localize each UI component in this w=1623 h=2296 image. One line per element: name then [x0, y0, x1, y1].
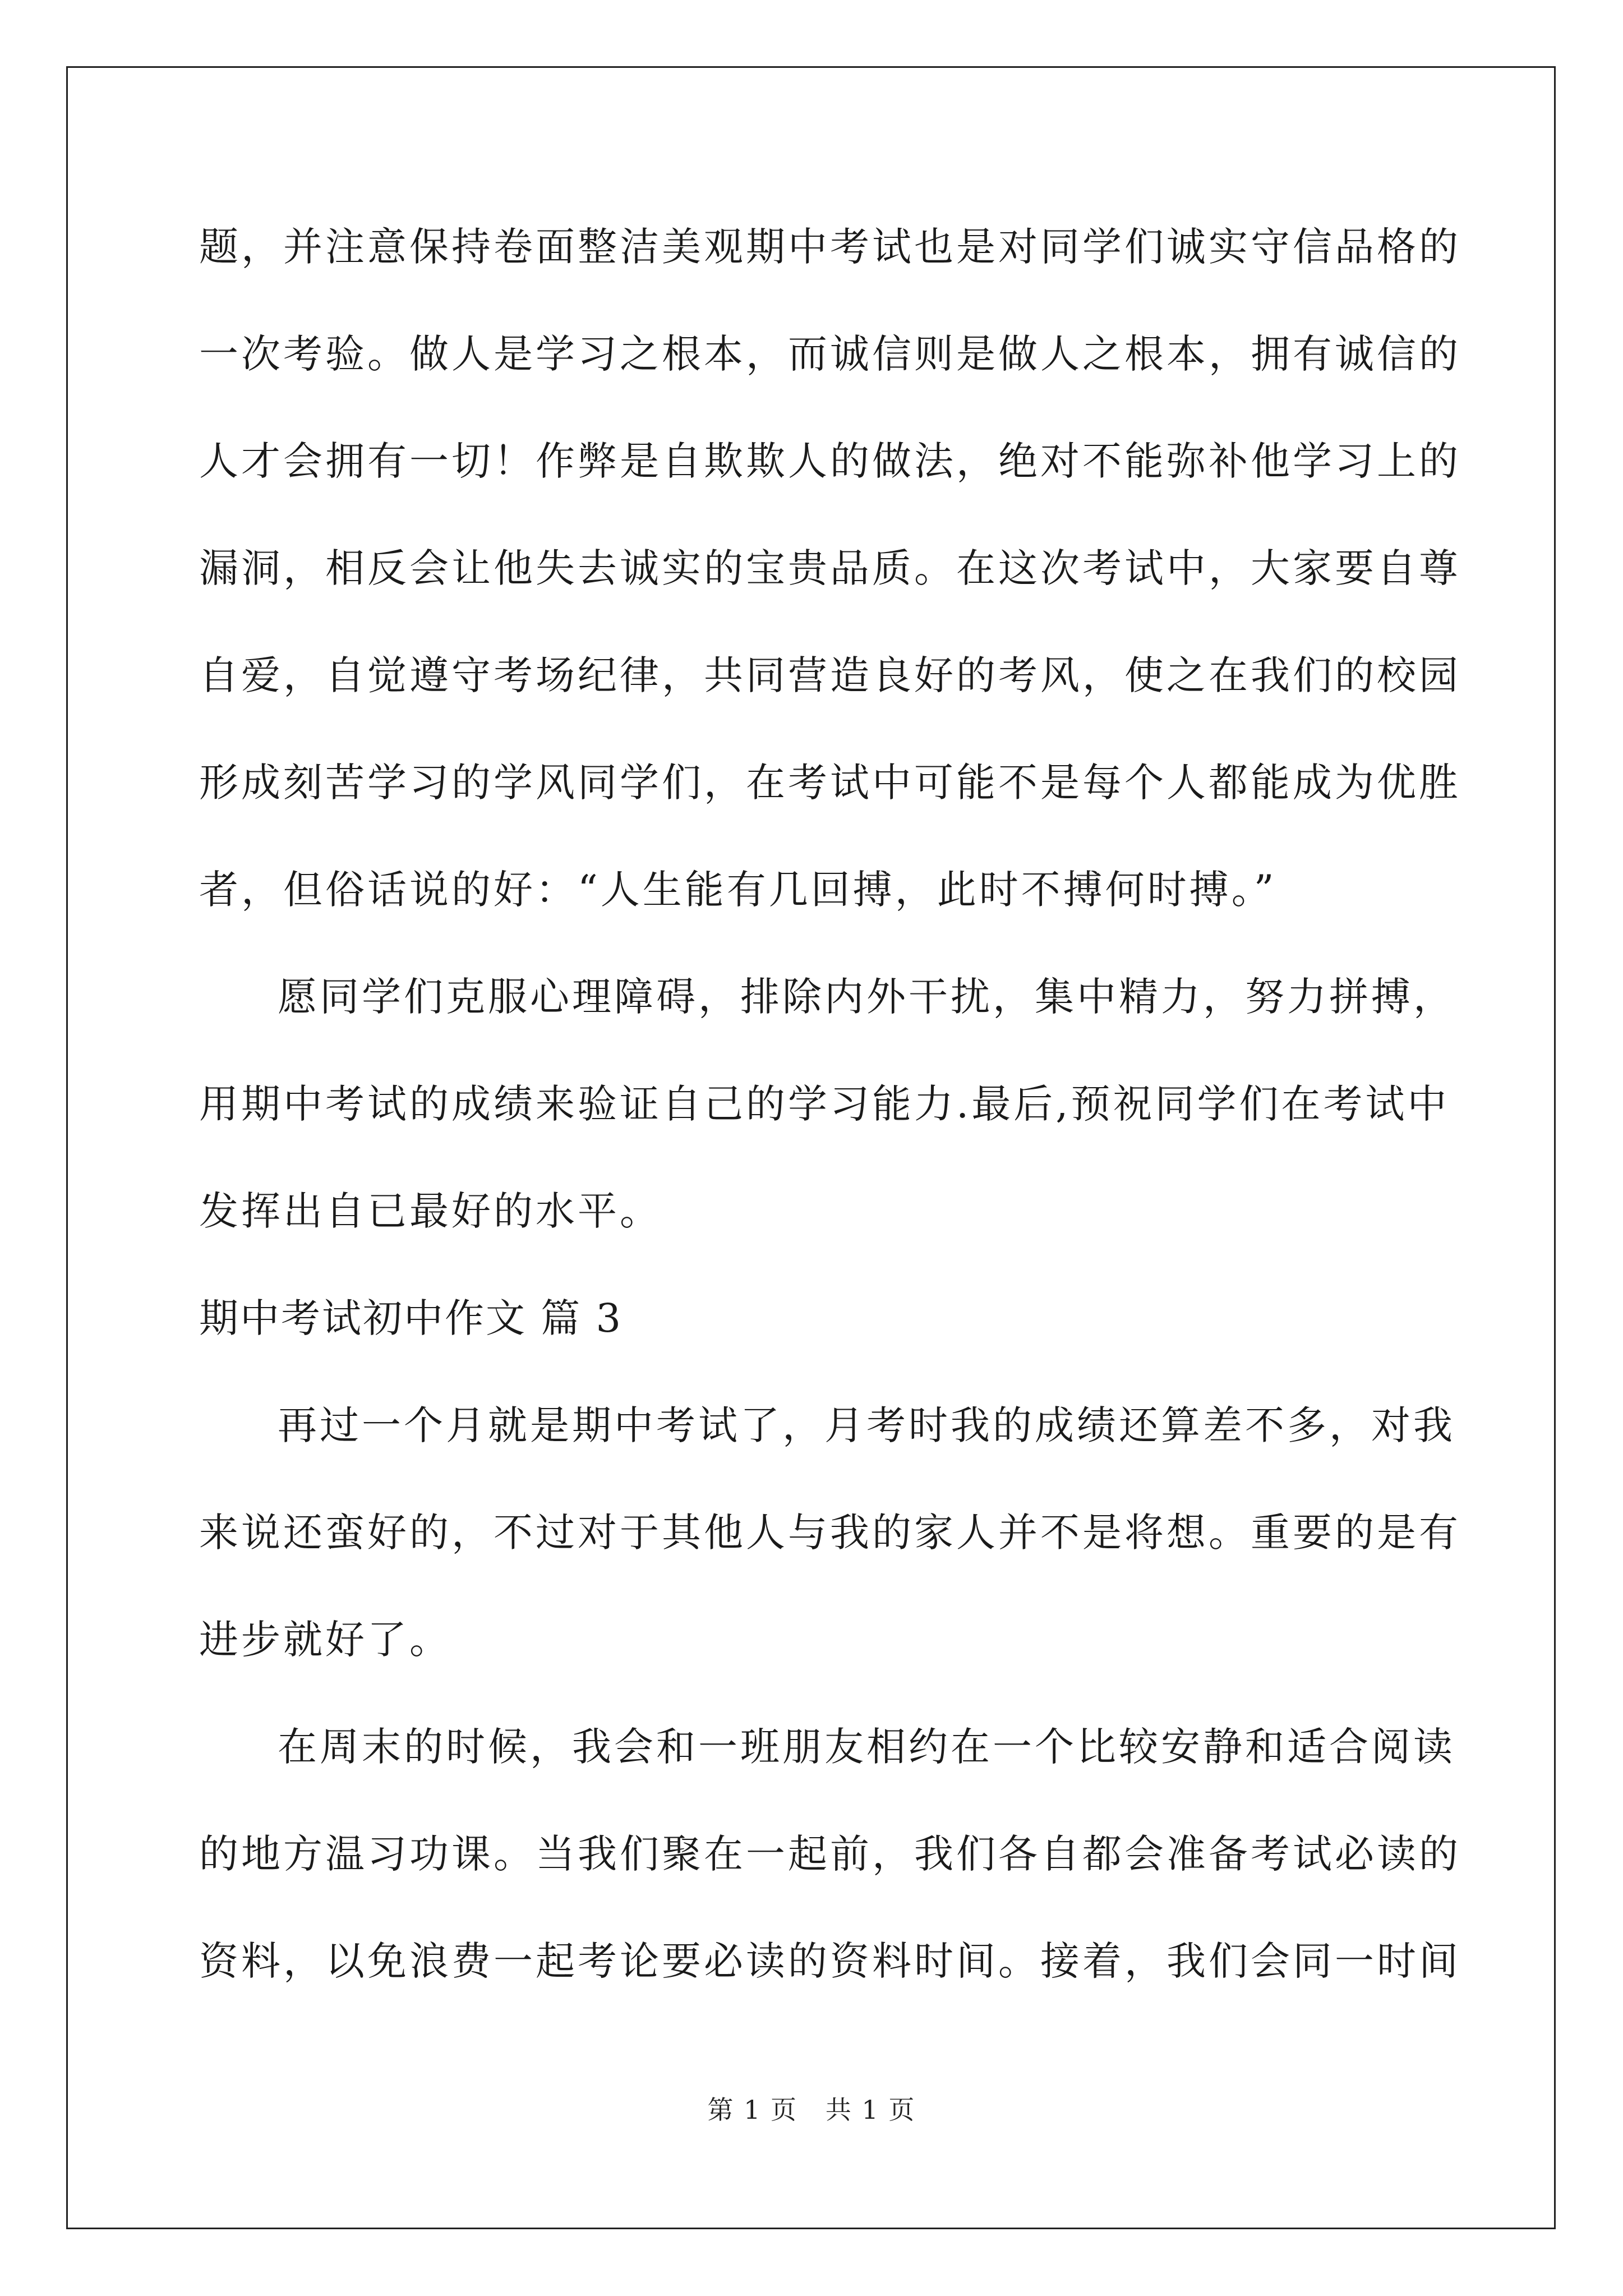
text-line: 漏洞，相反会让他失去诚实的宝贵品质。在这次考试中，大家要自尊 [199, 545, 1461, 591]
page-footer: 第 1 页 共 1 页 [707, 2095, 916, 2125]
text-line: 来说还蛮好的，不过对于其他人与我的家人并不是将想。重要的是有 [199, 1510, 1461, 1556]
text-line: 的地方温习功课。当我们聚在一起前，我们各自都会准备考试必读的 [199, 1831, 1461, 1877]
text-line: 人才会拥有一切！作弊是自欺欺人的做法，绝对不能弥补他学习上的 [199, 438, 1461, 484]
text-line: 一次考验。做人是学习之根本，而诚信则是做人之根本，拥有诚信的 [199, 331, 1461, 377]
section-heading: 期中考试初中作文 篇 3 [199, 1295, 623, 1341]
text-line: 形成刻苦学习的学风同学们，在考试中可能不是每个人都能成为优胜 [199, 760, 1461, 806]
paragraph-first-line: 在周末的时候，我会和一班朋友相约在一个比较安静和适合阅读 [278, 1724, 1455, 1770]
paragraph-first-line: 愿同学们克服心理障碍，排除内外干扰，集中精力，努力拼搏， [278, 974, 1455, 1020]
text-line: 发挥出自已最好的水平。 [199, 1188, 662, 1234]
paragraph-first-line: 再过一个月就是期中考试了，月考时我的成绩还算差不多，对我 [278, 1402, 1455, 1448]
text-line: 题，并注意保持卷面整洁美观期中考试也是对同学们诚实守信品格的 [199, 224, 1461, 270]
text-line: 资料，以免浪费一起考论要必读的资料时间。接着，我们会同一时间 [199, 1938, 1461, 1984]
text-line: 进步就好了。 [199, 1617, 451, 1663]
text-line: 自爱，自觉遵守考场纪律，共同营造良好的考风，使之在我们的校园 [199, 652, 1461, 698]
text-line: 者，但俗话说的好：“人生能有几回搏，此时不搏何时搏。” [199, 867, 1277, 913]
document-body [199, 194, 1461, 2015]
text-line: 用期中考试的成绩来验证自己的学习能力.最后,预祝同学们在考试中 [199, 1081, 1450, 1127]
